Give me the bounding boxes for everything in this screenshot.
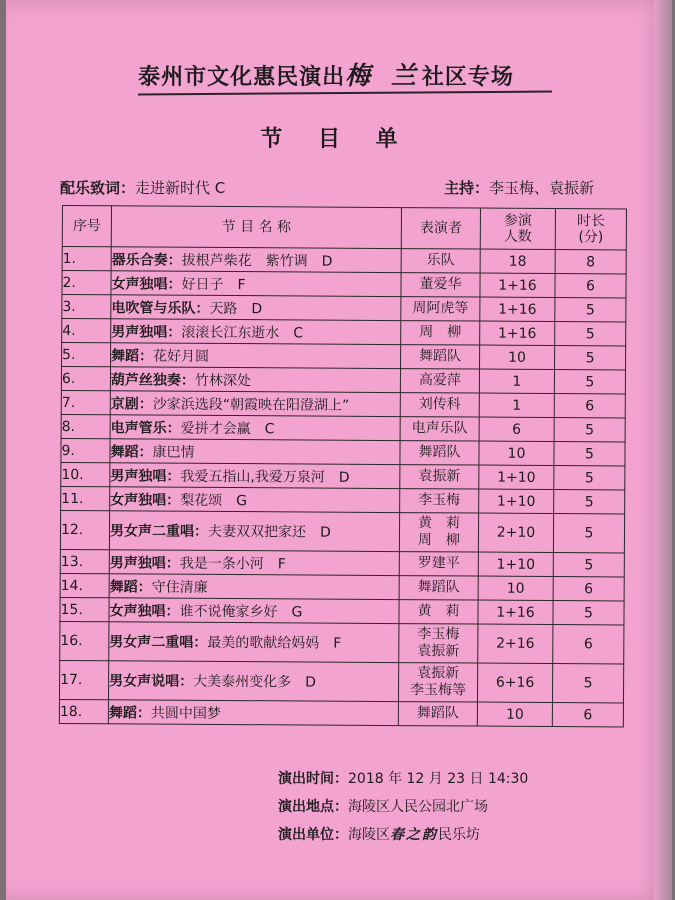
program-genre: 京剧： <box>110 395 153 413</box>
org-label: 演出单位： <box>278 827 348 843</box>
program-title: 好日子 <box>181 276 224 293</box>
duration: 5 <box>554 490 625 514</box>
row-number: 17. <box>59 660 108 699</box>
table-row <box>61 462 625 489</box>
participant-count: 2+10 <box>478 513 553 552</box>
host-info <box>444 177 594 198</box>
program-title: 梨花颂 <box>180 492 223 509</box>
row-number: 11. <box>61 486 110 510</box>
time-value: 2018 年 12 月 23 日 14:30 <box>348 771 529 787</box>
program-name <box>109 574 399 600</box>
table-row <box>59 699 623 726</box>
header-performer: 表演者 <box>401 208 480 249</box>
program-name <box>111 343 401 369</box>
performer <box>400 393 479 417</box>
participant-count: 1+10 <box>479 489 554 513</box>
program-title: 谁不说俺家乡好 <box>179 603 278 620</box>
time-label: 演出时间： <box>278 771 348 787</box>
music-label: 配乐致词： <box>60 179 136 197</box>
participant-count: 1+10 <box>478 552 553 576</box>
program-name <box>110 415 400 441</box>
program-name <box>109 511 399 552</box>
participant-count: 1+16 <box>480 321 555 345</box>
duration: 5 <box>555 322 626 346</box>
row-number: 6. <box>61 367 110 391</box>
table-row <box>62 271 626 298</box>
performer-line1: 舞蹈队 <box>418 444 461 461</box>
program-genre: 电吹管与乐队： <box>111 299 210 317</box>
program-genre: 电声管乐： <box>110 419 181 437</box>
program-title: 花好月圆 <box>153 348 210 365</box>
program-name <box>109 622 399 663</box>
performer <box>401 321 480 345</box>
header-duration-line1: 时长 <box>576 213 605 230</box>
participant-count: 10 <box>478 576 553 600</box>
participant-count: 1 <box>479 369 554 393</box>
program-genre: 女声独唱： <box>111 275 182 293</box>
table-row <box>60 549 624 576</box>
program-name <box>111 295 401 321</box>
title-prefix: 泰州市文化惠民演出 <box>138 65 346 90</box>
program-name <box>110 391 400 417</box>
participant-count: 1+16 <box>480 297 555 321</box>
program-name <box>109 598 399 624</box>
program-genre: 舞蹈： <box>110 443 153 461</box>
program-key: C <box>264 420 275 437</box>
row-number: 9. <box>61 438 110 462</box>
program-key: F <box>237 276 246 293</box>
program-genre: 舞蹈： <box>109 578 152 596</box>
row-number: 2. <box>62 271 111 295</box>
duration: 6 <box>552 703 623 727</box>
program-genre: 男声独唱： <box>109 554 180 572</box>
show-organizer <box>278 824 480 844</box>
performer <box>398 702 477 726</box>
header-duration <box>555 209 626 250</box>
row-number: 3. <box>62 295 111 319</box>
program-title: 康巴情 <box>152 444 195 461</box>
performer-line2: 李玉梅等 <box>409 682 467 699</box>
program-rows <box>59 247 626 727</box>
participant-count: 6+16 <box>477 663 552 702</box>
program-genre: 器乐合奏： <box>111 251 182 269</box>
performer <box>400 489 479 513</box>
performer-line1: 乐队 <box>426 252 455 269</box>
performer-line1: 舞蹈队 <box>419 348 462 365</box>
table-row <box>62 343 626 370</box>
duration: 5 <box>554 466 625 490</box>
place-value: 海陵区人民公园北广场 <box>348 799 488 815</box>
row-number: 7. <box>61 390 110 414</box>
table-row <box>59 660 623 702</box>
show-place <box>278 796 488 816</box>
participant-count: 1+10 <box>479 465 554 489</box>
duration: 6 <box>553 625 624 664</box>
duration: 8 <box>555 250 626 274</box>
program-genre: 舞蹈： <box>108 704 151 722</box>
participant-count: 1 <box>479 393 554 417</box>
header-duration-line2: (分) <box>578 229 604 246</box>
duration: 5 <box>552 664 623 703</box>
table-row <box>62 319 626 346</box>
performer-line1: 黄 莉 <box>417 603 460 620</box>
program-key: G <box>291 603 303 620</box>
program-title: 天路 <box>209 300 238 317</box>
performer <box>399 600 478 624</box>
program-title: 共圆中国梦 <box>150 705 221 722</box>
program-genre: 女声独唱： <box>110 491 181 509</box>
participant-count: 1+16 <box>480 273 555 297</box>
duration: 5 <box>553 553 624 577</box>
participant-count: 1+16 <box>478 600 553 624</box>
duration: 6 <box>554 394 625 418</box>
program-name <box>111 247 401 273</box>
host-value: 李玉梅、袁振新 <box>488 179 594 197</box>
show-time <box>278 768 528 788</box>
program-title: 爱拼才会赢 <box>180 420 251 437</box>
participant-count: 10 <box>477 702 552 726</box>
program-key: F <box>333 635 342 652</box>
performer-line1: 董爱华 <box>419 276 462 293</box>
table-row <box>60 573 624 600</box>
program-title: 滚滚长江东逝水 <box>181 324 280 341</box>
performer <box>401 249 480 273</box>
table-row <box>61 390 625 417</box>
program-sheet <box>6 0 666 900</box>
row-number: 12. <box>60 510 109 549</box>
header-count <box>480 208 555 249</box>
performer <box>400 465 479 489</box>
table-row <box>61 486 625 513</box>
table-row <box>62 295 626 322</box>
performer <box>400 369 479 393</box>
performer <box>398 663 477 702</box>
performer <box>399 576 478 600</box>
performer <box>401 345 480 369</box>
org-suffix: 民乐坊 <box>438 827 480 843</box>
program-title: 最美的歌献给妈妈 <box>207 634 320 652</box>
row-number: 16. <box>60 621 109 660</box>
duration: 5 <box>555 298 626 322</box>
row-number: 13. <box>60 549 109 573</box>
performer <box>401 297 480 321</box>
row-number: 14. <box>60 573 109 597</box>
table-row <box>60 510 624 552</box>
table-row <box>60 597 624 624</box>
performer-line1: 电声乐队 <box>411 420 468 437</box>
program-key: G <box>236 492 248 509</box>
header-count-line1: 参演 <box>503 212 532 229</box>
program-genre: 男女声说唱： <box>109 673 194 690</box>
host-label: 主持： <box>443 179 489 197</box>
performer-line1: 舞蹈队 <box>416 705 459 722</box>
program-key: F <box>277 555 286 572</box>
participant-count: 10 <box>480 345 555 369</box>
table-row <box>60 621 624 663</box>
performer-line1: 李玉梅 <box>417 626 460 643</box>
program-name <box>111 271 401 297</box>
program-genre: 男女声二重唱： <box>109 634 208 651</box>
org-prefix: 海陵区 <box>348 827 390 843</box>
place-label: 演出地点： <box>278 799 348 815</box>
row-number: 18. <box>59 699 108 723</box>
program-key: D <box>305 674 316 691</box>
row-number: 8. <box>61 414 110 438</box>
table-row <box>61 367 625 394</box>
table-row <box>61 414 625 441</box>
program-title: 沙家浜选段“朝霞映在阳澄湖上” <box>152 396 350 414</box>
duration: 6 <box>555 274 626 298</box>
music-value: 走进新时代 C <box>135 179 226 197</box>
performer-line2: 周 柳 <box>417 532 461 549</box>
table-row <box>62 247 626 274</box>
participant-count: 10 <box>479 441 554 465</box>
row-number: 10. <box>61 462 110 486</box>
header-count-line2: 人数 <box>503 228 532 245</box>
duration: 5 <box>553 601 624 625</box>
performer <box>400 441 479 465</box>
program-title: 夫妻双双把家还 <box>207 523 307 541</box>
row-number: 1. <box>62 247 111 271</box>
header-no: 序号 <box>62 206 111 247</box>
performer <box>401 273 480 297</box>
performer <box>400 417 479 441</box>
program-name <box>108 661 398 702</box>
program-name <box>108 700 398 726</box>
program-name <box>109 550 399 576</box>
sheet-title <box>92 56 560 92</box>
program-genre: 男声独唱： <box>110 467 181 485</box>
program-key: C <box>293 324 304 341</box>
program-name <box>111 319 401 345</box>
participant-count: 6 <box>479 417 554 441</box>
performer-line1: 袁振新 <box>418 468 461 485</box>
performer-line1: 周 柳 <box>419 324 462 341</box>
performer-line1: 袁振新 <box>417 665 460 682</box>
program-title: 我爱五指山,我爱万泉河 <box>180 468 325 486</box>
duration: 5 <box>554 370 625 394</box>
title-suffix: 社区专场 <box>421 65 514 90</box>
program-genre: 男女声二重唱： <box>109 523 209 540</box>
org-brand: 春之韵 <box>390 827 438 843</box>
duration: 5 <box>553 514 624 553</box>
performer-line1: 舞蹈队 <box>417 579 460 596</box>
duration: 5 <box>554 442 625 466</box>
table-header-row <box>62 206 626 250</box>
program-genre: 男声独唱： <box>111 323 182 341</box>
duration: 5 <box>555 346 626 370</box>
performer-line1: 周阿虎等 <box>412 300 469 317</box>
performer <box>399 552 478 576</box>
program-title: 我是一条小河 <box>179 555 264 572</box>
row-number: 5. <box>62 343 111 367</box>
performer-line1: 刘传科 <box>418 396 461 413</box>
program-genre: 葫芦丝独奏： <box>110 371 195 389</box>
program-key: D <box>321 253 333 270</box>
program-genre: 舞蹈： <box>111 347 154 365</box>
performer-line1: 李玉梅 <box>418 492 461 509</box>
row-number: 4. <box>62 319 111 343</box>
program-key: D <box>319 524 331 541</box>
duration: 6 <box>553 577 624 601</box>
program-title: 守住清廉 <box>151 579 208 596</box>
performer-line2: 袁振新 <box>417 643 460 660</box>
row-number: 15. <box>60 597 109 621</box>
sheet-subtitle: 节 目 单 <box>260 127 412 152</box>
program-key: D <box>251 300 263 317</box>
duration: 5 <box>554 418 625 442</box>
performer <box>399 624 478 663</box>
program-name <box>110 463 400 489</box>
program-name <box>110 367 400 393</box>
performer <box>399 513 478 552</box>
performer-line1: 罗建平 <box>417 555 460 572</box>
program-title: 竹林深处 <box>194 372 251 389</box>
program-title: 大美泰州变化多 <box>193 673 292 691</box>
program-table <box>59 205 627 727</box>
header-name: 节 目 名 称 <box>111 206 401 249</box>
participant-count: 18 <box>480 249 555 273</box>
program-genre: 女声独唱： <box>109 602 180 620</box>
program-key: D <box>338 469 350 486</box>
music-intro <box>60 177 225 198</box>
participant-count: 2+16 <box>478 624 553 663</box>
program-title: 拔根芦柴花 紫竹调 <box>181 252 308 270</box>
program-name <box>110 487 400 513</box>
program-name <box>110 439 400 465</box>
table-row <box>61 438 625 465</box>
performer-line1: 黄 莉 <box>418 515 461 532</box>
title-brand: 梅 兰 <box>345 61 422 90</box>
performer-line1: 高爱萍 <box>418 372 461 389</box>
